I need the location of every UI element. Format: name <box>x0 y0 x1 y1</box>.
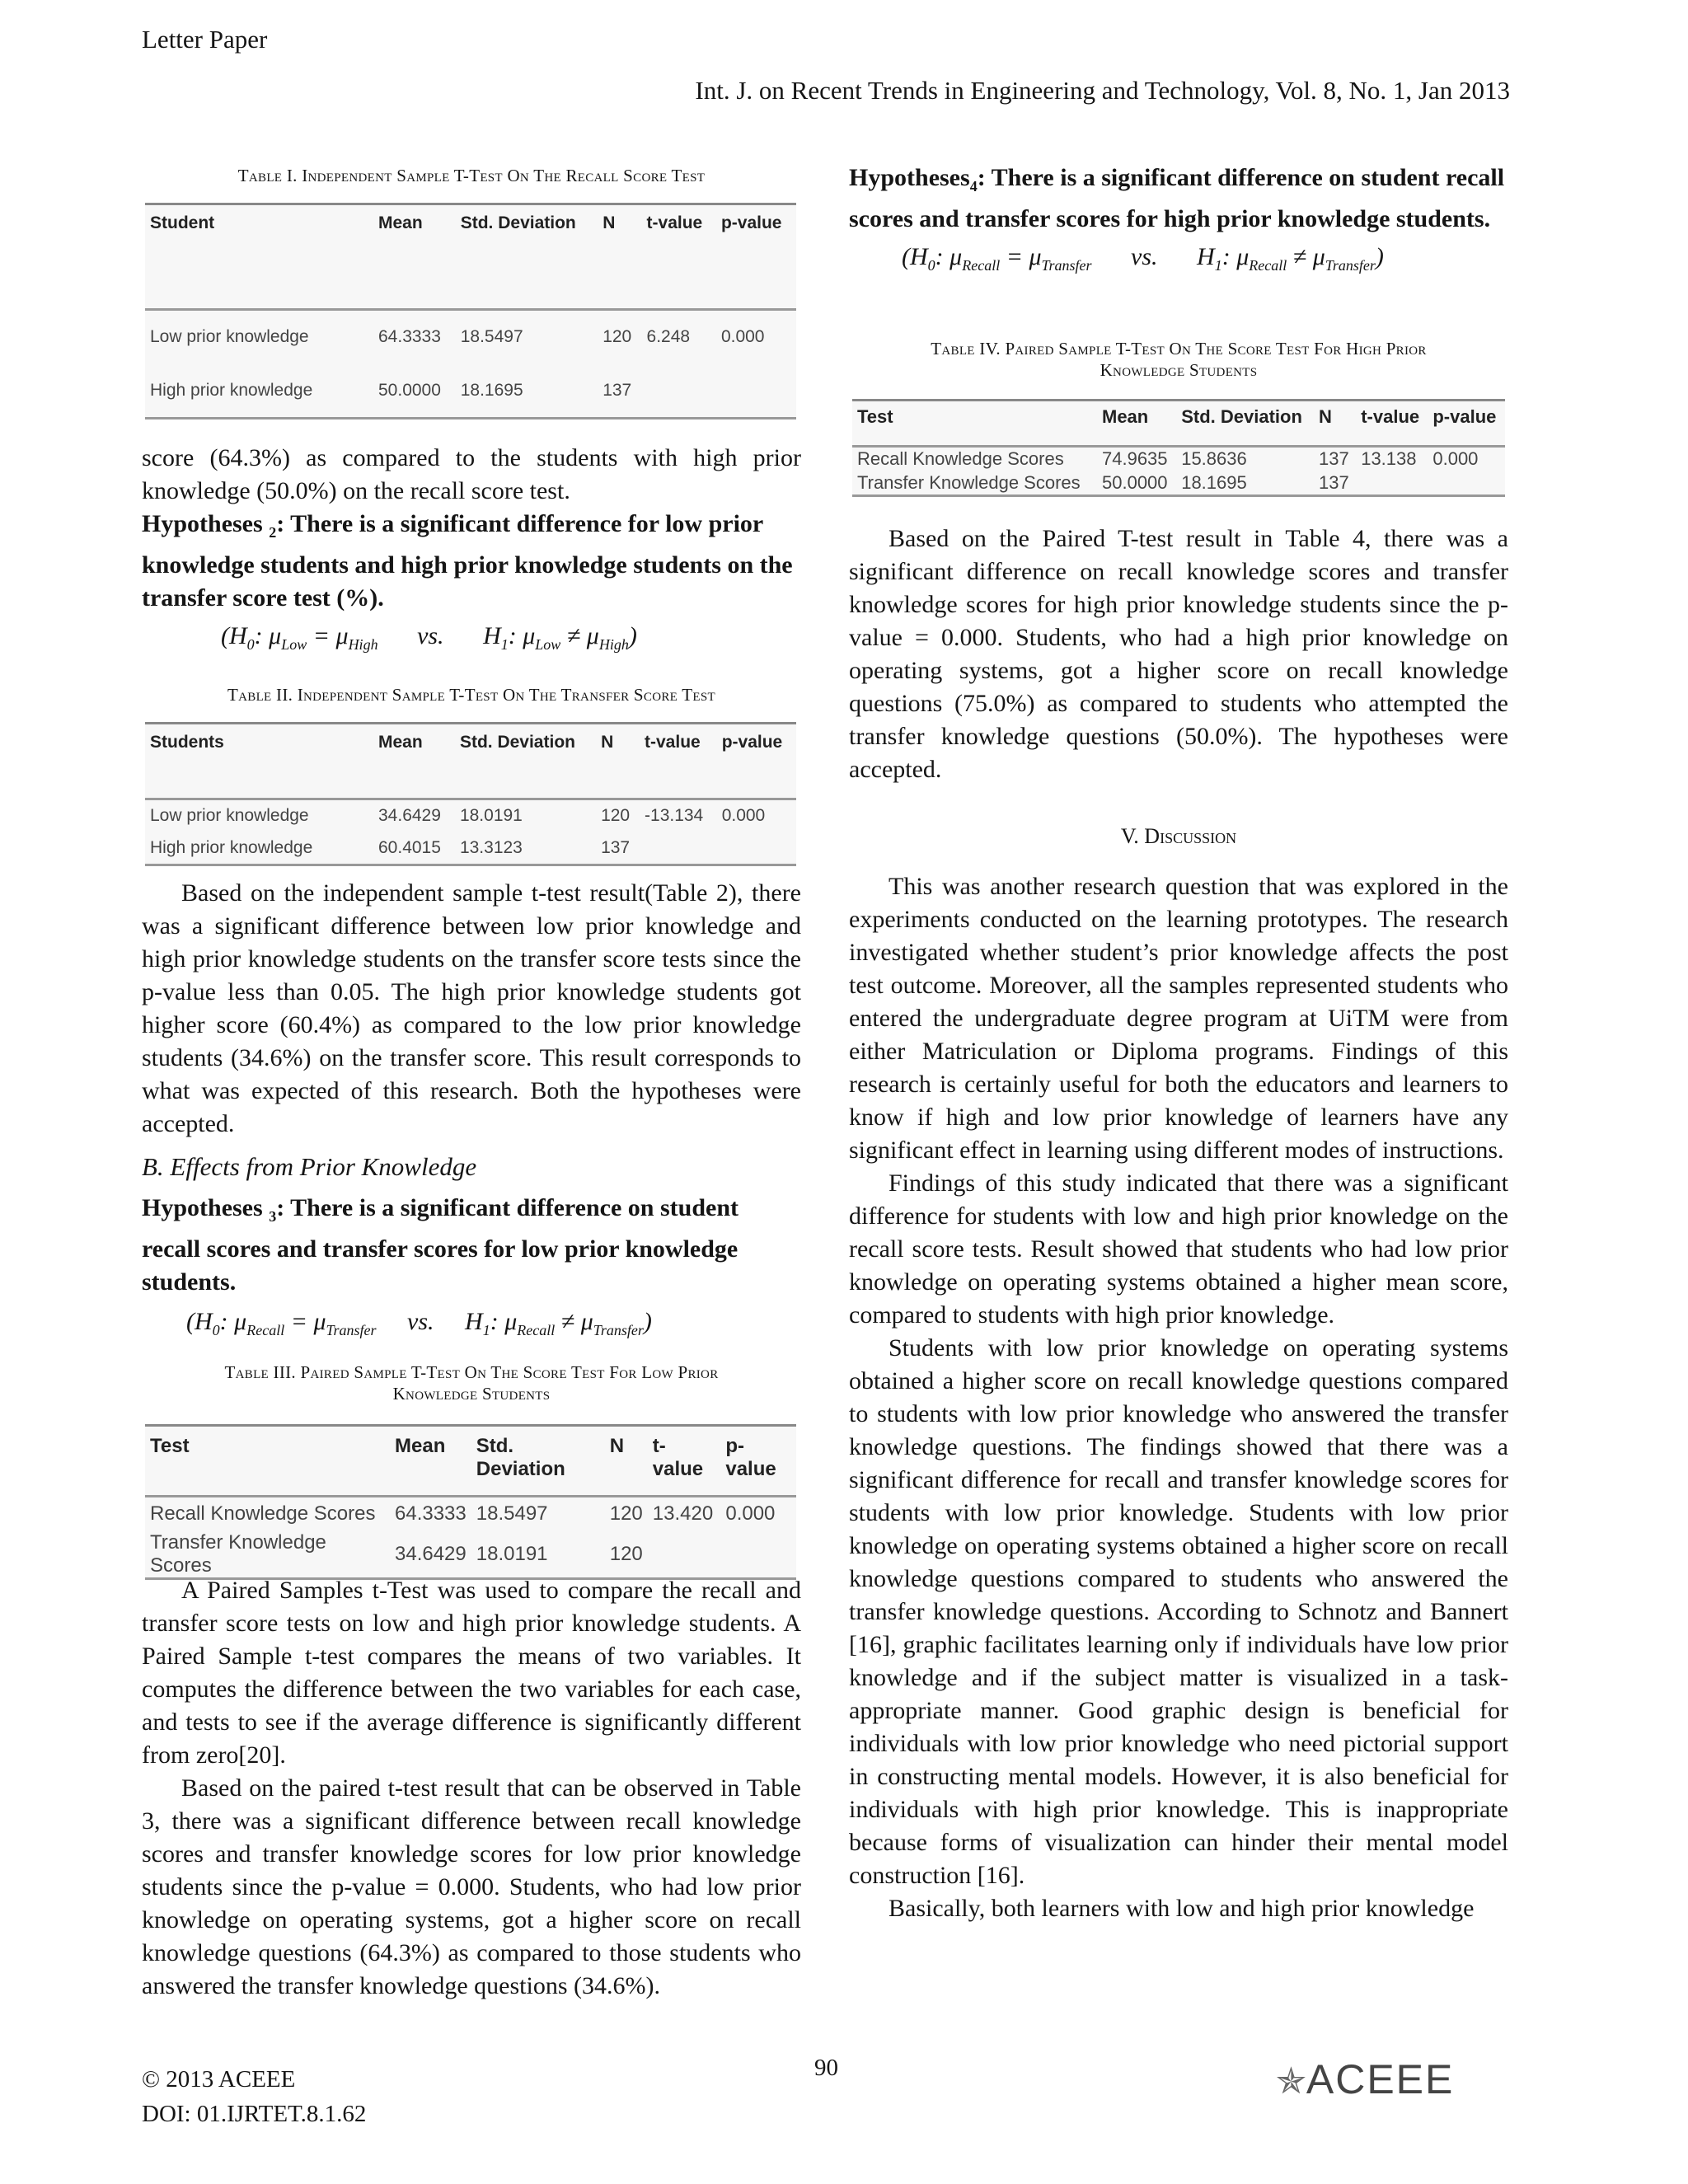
table4 <box>852 399 1505 497</box>
journal-header: Int. J. on Recent Trends in Engineering and Technology, Vol. 8, No. 1, Jan 2013 <box>695 76 1510 105</box>
table3-cell: 13.420 <box>652 1502 714 1526</box>
table3-cell: 18.0191 <box>476 1542 548 1565</box>
table3-cell <box>720 1531 796 1579</box>
table2-cell: High prior knowledge <box>150 837 313 857</box>
subsection-title: B. Effects from Prior Knowledge <box>142 1152 477 1181</box>
table4-cell <box>1356 471 1428 496</box>
table3-cell: Recall Knowledge Scores <box>150 1502 376 1526</box>
table4-cell: 15.8636 <box>1181 448 1247 470</box>
paragraph: Basically, both learners with low and high prior knowledge <box>889 1895 1475 1922</box>
paragraph: Students with low prior knowledge on operating systems obtained a higher score on recall knowledge questions compared to students with low prior knowledge who answered the transfer knowledge questions. The findings showed that there was a significant difference for recall and transfer knowledge scores for students with low prior knowledge. Students with low prior knowledge on operating systems obtained a higher score on recall knowledge questions compared to students who answered the transfer knowledge questions. According to Schnotz and Bannert [16], graphic facilitates learning only if individuals have low prior knowledge and if the subject matter is visualized in a task-appropriate manner. Good graphic design is beneficial for individuals with low prior knowledge who need pictorial support in constructing mental models. However, it is also beneficial for individuals with high prior knowledge. This is inappropriate because forms of visualization can hinder their mental model construction [16]. <box>849 1334 1508 1889</box>
aceee-logo: ✯ACEEE <box>1276 2056 1455 2102</box>
table2-header-cell: N <box>601 733 614 752</box>
paragraph: A Paired Samples t-Test was used to compare the recall and transfer score tests on low and high prior knowledge students. A Paired Sample t-test compares the means of two variables. It computes the difference between the two variables for each case, and tests to see if the average difference is significantly different from zero[20]. <box>142 1577 801 1769</box>
table3-header-cell: Test <box>150 1435 190 1457</box>
table4-cell: Recall Knowledge Scores <box>857 448 1064 470</box>
table-row <box>852 447 1505 471</box>
table3-cell: 18.5497 <box>476 1502 548 1526</box>
table-row <box>145 364 796 419</box>
star-icon: ✯ <box>1276 2061 1306 2102</box>
table3-header-cell: Mean <box>395 1435 446 1457</box>
table3-cell: 34.6429 <box>395 1542 467 1565</box>
table1-cell: 6.248 <box>646 327 691 347</box>
paragraph: Based on the Paired T-test result in Table 4, there was a significant difference on recall knowledge scores and transfer knowledge scores for high prior knowledge students since the p-value = 0.000. Students, who had a high prior knowledge on operating systems, got a higher score on recall knowledge questions (75.0%) as compared to students who attempted the transfer knowledge questions (50.0%). The hypotheses were accepted. <box>849 525 1508 783</box>
table2-cell <box>717 832 796 865</box>
section-title: V. Discussion <box>1120 824 1237 848</box>
table2-cell: 137 <box>601 837 631 857</box>
table3-caption: Table III. Paired Sample T-Test On The Score Test For Low Prior Knowledge Students <box>224 1362 719 1404</box>
table2-header-cell: t-value <box>645 733 701 752</box>
table3-header-cell: Std. Deviation <box>476 1435 565 1480</box>
table2-cell: 18.0191 <box>459 806 523 826</box>
table2-header-cell: Students <box>150 733 224 752</box>
table1-cell: 64.3333 <box>378 327 441 347</box>
table3-cell: 64.3333 <box>395 1502 467 1526</box>
table2-caption: Table II. Independent Sample T-Test On The Transfer Score Test <box>227 685 715 705</box>
table4-cell: 0.000 <box>1432 448 1479 470</box>
table4-cell: 50.0000 <box>1102 471 1168 493</box>
table4-cell: Transfer Knowledge Scores <box>857 471 1081 493</box>
table1-header-cell: N <box>603 213 616 232</box>
table1-cell <box>642 364 716 419</box>
table4-header-cell: Mean <box>1102 406 1149 427</box>
table4-header-cell: t-value <box>1361 406 1420 427</box>
running-header-left: Letter Paper <box>142 25 268 54</box>
table1-cell: 120 <box>603 327 632 347</box>
table-row <box>145 1531 796 1579</box>
table2-cell: 13.3123 <box>459 837 523 857</box>
paragraph: Based on the paired t-test result that can be observed in Table 3, there was a significant difference between recall knowledge scores and transfer knowledge scores for low prior knowledge students since the p-value = 0.000. Students, who had low prior knowledge on operating systems, got a higher score on recall knowledge questions (64.3%) as compared to those students who answered the transfer knowledge questions (34.6%). <box>142 1774 801 1999</box>
table1-header-cell: Std. Deviation <box>460 213 576 232</box>
table4-header-cell: p-value <box>1432 406 1497 427</box>
table2-cell: 34.6429 <box>378 806 441 826</box>
table-row <box>852 471 1505 496</box>
table1-header-cell: Student <box>150 213 215 232</box>
table3-cell: Transfer Knowledge Scores <box>150 1530 326 1577</box>
table1-header-cell: Mean <box>378 213 423 232</box>
table-row <box>145 310 796 364</box>
table2-header-cell: Mean <box>378 733 423 752</box>
table1-caption: Table I. Independent Sample T-Test On The Recall Score Test <box>237 166 706 185</box>
table2-cell: 0.000 <box>721 806 766 826</box>
table3-header-cell: t-value <box>652 1435 704 1480</box>
paragraph: score (64.3%) as compared to the students with high prior knowledge (50.0%) on the recall score test. <box>142 444 801 504</box>
table4-header-cell: N <box>1319 406 1332 427</box>
table2-cell: Low prior knowledge <box>150 806 309 826</box>
table1-header-cell: p-value <box>720 213 782 232</box>
table1 <box>145 203 796 419</box>
table3-header-cell: p-value <box>725 1435 776 1480</box>
table4-header-cell: Test <box>857 406 893 427</box>
table4-cell <box>1428 471 1505 496</box>
table4-cell: 13.138 <box>1361 448 1417 470</box>
table4-cell: 137 <box>1319 471 1349 493</box>
table1-cell: 50.0000 <box>378 380 441 400</box>
paragraph: This was another research question that was explored in the experiments conducted on the learning prototypes. The research investigated whether student’s prior knowledge affects the post test outcome. Moreover, all the samples represented students who entered the undergraduate degree program at UiTM were from either Matriculation or Diploma programs. Findings of this research is certainly useful for both the educators and learners to know if high and low prior knowledge of learners have any significant effect in learning using different modes of instructions. <box>849 873 1508 1164</box>
formula-h4: ($H_0$: $\mu_{Recall} = \mu_{Transfer}$ vs. $H_1$: $\mu_{Recall} \ne \mu_{Transfer}$) <box>902 243 1384 274</box>
table2 <box>145 722 796 866</box>
table1-cell <box>716 364 796 419</box>
table3-header-cell: N <box>609 1435 625 1457</box>
table3-cell: 120 <box>609 1502 643 1526</box>
paragraph: Findings of this study indicated that there was a significant difference for students with low and high prior knowledge on the recall score tests. Result showed that students who had low prior knowledge on operating systems obtained a higher mean score, compared to students with high prior knowledge. <box>849 1169 1508 1329</box>
table1-cell: Low prior knowledge <box>150 327 309 347</box>
table2-header-cell: p-value <box>721 733 783 752</box>
table3-cell <box>648 1531 721 1579</box>
table1-cell: 18.1695 <box>460 380 523 400</box>
table2-header-cell: Std. Deviation <box>459 733 575 752</box>
table-row <box>145 832 796 865</box>
table3 <box>145 1424 796 1580</box>
table-row <box>145 1497 796 1531</box>
page-number: 90 <box>814 2055 838 2081</box>
paragraph: Based on the independent sample t-test result(Table 2), there was a significant difference between low prior knowledge and high prior knowledge students on the transfer score tests since the p-value less than 0.05. The high prior knowledge students got higher score (60.4%) as compared to the low prior knowledge students (34.6%) on the transfer score. This result corresponds to what was expected of this research. Both the hypotheses were accepted. <box>142 879 801 1137</box>
table4-cell: 74.9635 <box>1102 448 1168 470</box>
formula-h2: ($H_0$: $\mu_{Low} = \mu_{High}$ vs. $H_1$: $\mu_{Low} \ne \mu_{High}$) <box>221 622 637 653</box>
table1-cell: 137 <box>603 380 632 400</box>
table4-caption: Table IV. Paired Sample T-Test On The Score Test For High Prior Knowledge Students <box>931 339 1427 380</box>
table4-cell: 137 <box>1319 448 1349 470</box>
table2-cell: 120 <box>601 806 631 826</box>
table4-header-cell: Std. Deviation <box>1181 406 1302 427</box>
footer-doi: DOI: 01.IJRTET.8.1.62 <box>142 2101 367 2127</box>
table1-cell: High prior knowledge <box>150 380 313 400</box>
table3-cell: 120 <box>609 1542 643 1565</box>
table1-cell: 0.000 <box>720 327 765 347</box>
table1-cell: 18.5497 <box>460 327 523 347</box>
footer-copyright: © 2013 ACEEE <box>142 2066 296 2093</box>
table4-cell: 18.1695 <box>1181 471 1247 493</box>
table2-cell: -13.134 <box>645 806 704 826</box>
table2-cell: 60.4015 <box>378 837 441 857</box>
hypothesis-2: Hypotheses $_2$: There is a significant difference for low prior knowledge students and high prior knowledge students on the transfer score test (%). <box>142 510 793 612</box>
table3-cell: 0.000 <box>725 1502 776 1526</box>
hypothesis-3: Hypotheses $_3$: There is a significant difference on student recall scores and transfer scores for low prior knowledge students. <box>142 1194 739 1296</box>
hypothesis-4: Hypotheses$_4$: There is a significant difference on student recall scores and transfer scores for high prior knowledge students. <box>849 164 1505 232</box>
formula-h3: ($H_0$: $\mu_{Recall} = \mu_{Transfer}$ vs. $H_1$: $\mu_{Recall} \ne \mu_{Transfer}$) <box>186 1308 652 1338</box>
table2-cell <box>640 832 717 865</box>
table1-header-cell: t-value <box>646 213 703 232</box>
table-row <box>145 799 796 832</box>
